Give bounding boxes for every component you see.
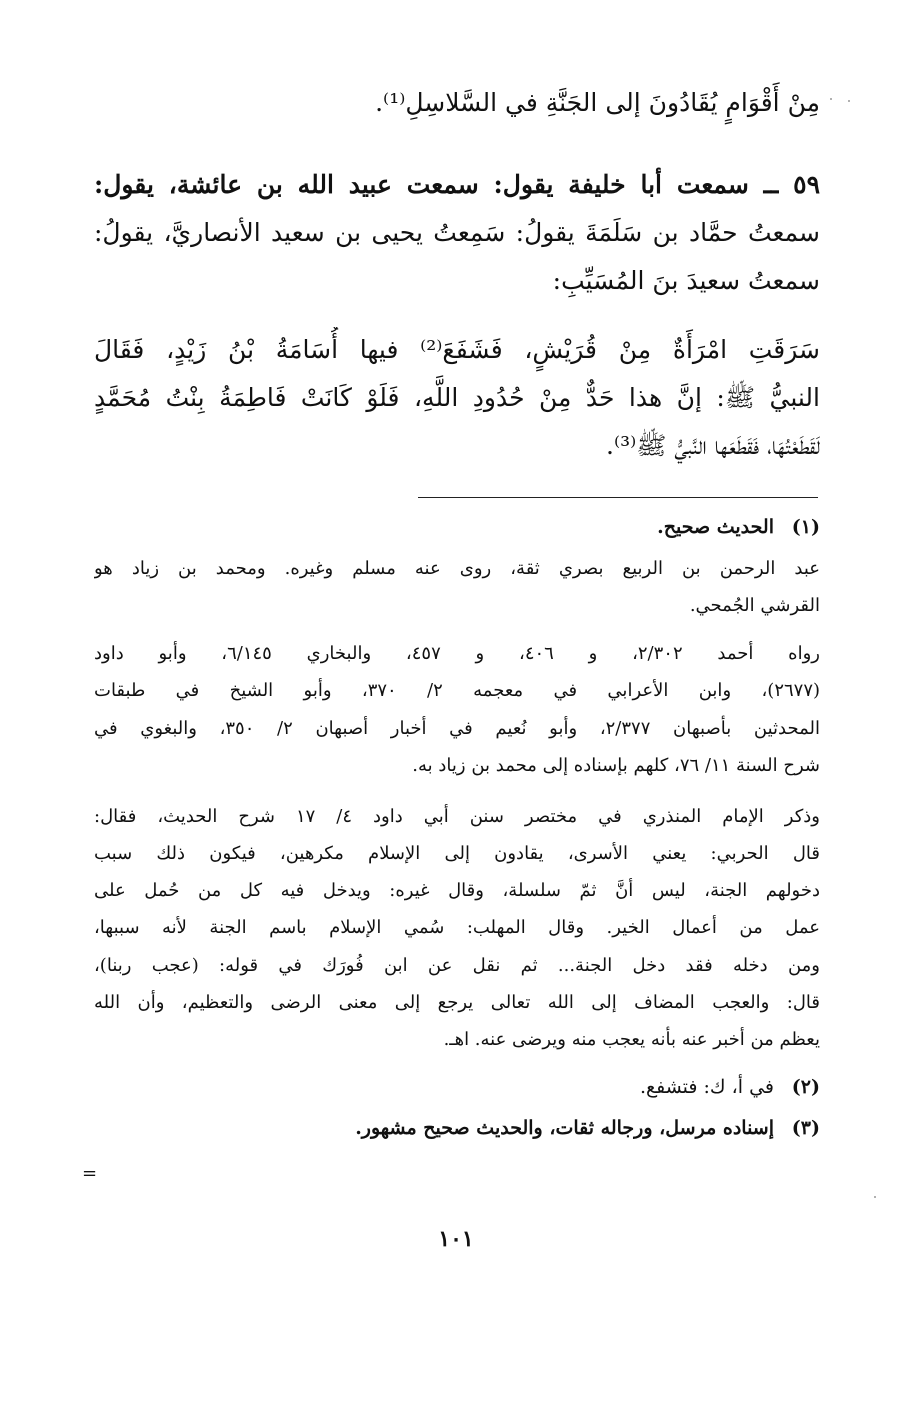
footnote-3 (94, 1111, 820, 1145)
footnote-1-line-1: عبد الرحمن بن الربيع بصري ثقة، روى عنه مسلم وغيره. ومحمد بن زياد هو (94, 558, 820, 579)
main-text-line-1: مِنْ أَقْوَامٍ يُقَادُونَ إلى الجَنَّةِ في السَّلاسِلِ⁽¹⁾. (375, 88, 820, 117)
footnote-2 (94, 1070, 820, 1104)
hadith-59-line-3: سمعتُ سعيدَ بنَ المُسَيِّبِ: (552, 266, 820, 295)
hadith-matn-line-3: لَقَطَعْتُهَا، فَقَطَعَها النَّبيُّ ﷺ⁽³⁾. (606, 431, 820, 460)
scan-speck (848, 100, 850, 102)
footnote-2-text: في أ، ك: فتشفع. (639, 1076, 774, 1098)
footnote-1-line-6: شرح السنة ١١/ ٧٦، كلهم بإسناده إلى محمد بن زياد به. (412, 755, 820, 776)
footnote-3-text: إسناده مرسل، ورجاله ثقات، والحديث صحيح مشهور. (355, 1117, 774, 1139)
footnote-1-line-7: وذكر الإمام المنذري في مختصر سنن أبي داود ٤/ ١٧ شرح الحديث، فقال: (94, 806, 820, 827)
footnote-1-line-8: قال الحربي: يعني الأسرى، يقادون إلى الإسلام مكرهين، فيكون ذلك سبب (94, 843, 820, 864)
scan-speck (830, 98, 832, 100)
footnote-1-line-13: يعظم من أخبر عنه بأنه يعجب منه ويرضى عنه. اهـ. (443, 1029, 820, 1050)
footnote-1-line-3: رواه أحمد ٢/٣٠٢، و ٤٠٦، و ٤٥٧، والبخاري ٦/١٤٥، وأبو داود (94, 643, 820, 664)
footnote-1-line-12: قال: والعجب المضاف إلى الله تعالى يرجع إلى معنى الرضى والتعظيم، وأن الله (94, 992, 820, 1013)
footnote-2-number: (٢) (791, 1076, 820, 1098)
footnote-separator (418, 497, 818, 498)
footnote-1-number: (١) (791, 516, 820, 538)
footnote-1-line-5: المحدثين بأصبهان ٢/٣٧٧، وأبو نُعيم في أخبار أصبهان ٢/ ٣٥٠، والبغوي في (94, 718, 820, 739)
hadith-59-line-2: سمعتُ حمَّاد بن سَلَمَةَ يقولُ: سَمِعتُ يحيى بن سعيد الأنصاريَّ، يقولُ: (94, 218, 820, 247)
footnote-1-line-9: دخولهم الجنة، ليس أنَّ ثمّ سلسلة، وقال غيره: ويدخل فيه كل من حُمل على (94, 880, 820, 901)
scan-speck (874, 1196, 876, 1198)
footnote-1-line-11: ومن دخله فقد دخل الجنة... ثم نقل عن ابن فُورَك في قوله: (عجب ربنا)، (94, 955, 820, 976)
footnote-3-number: (٣) (791, 1117, 820, 1139)
margin-mark: = (82, 1163, 98, 1184)
footnote-1-line-10: عمل من أعمال الخير. وقال المهلب: سُمي الإسلام باسم الجنة لأنه سببها، (94, 917, 820, 938)
footnote-1-heading (94, 510, 820, 544)
hadith-matn-line-1: سَرَقَتِ امْرَأَةٌ مِنْ قُرَيْشٍ، فَشَفَعَ⁽²⁾ فيها أُسَامَةُ بْنُ زَيْدٍ، فَقَالَ (94, 335, 820, 364)
footnote-1-line-4: (٢٦٧٧)، وابن الأعرابي في معجمه ٢/ ٣٧٠، وأبو الشيخ في طبقات (94, 680, 820, 701)
footnote-1-title: الحديث صحيح. (657, 516, 774, 538)
hadith-59-line-1: ٥٩ ــ سمعت أبا خليفة يقول: سمعت عبيد الله بن عائشة، يقول: (94, 170, 820, 199)
page-number: ١٠١ (438, 1226, 474, 1252)
footnote-1-line-2: القرشي الجُمحي. (689, 595, 820, 616)
hadith-matn-line-2: النبيُّ ﷺ: إنَّ هذا حَدٌّ مِنْ حُدُودِ اللَّهِ، فَلَوْ كَانَتْ فَاطِمَةُ بِنْتُ مُحَمَّدٍ (94, 383, 820, 412)
